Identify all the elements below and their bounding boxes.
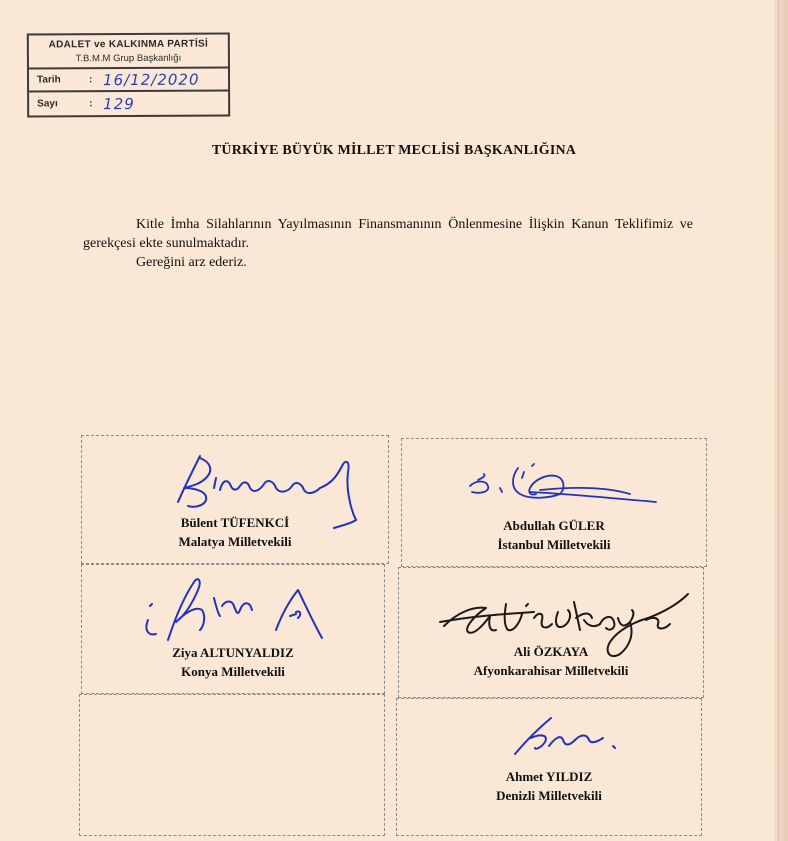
signatory-title: Denizli Milletvekili xyxy=(496,788,602,803)
stamp-number-row xyxy=(29,91,228,115)
document-paragraph: Kitle İmha Silahlarının Yayılmasının Finansmanının Önlenmesine İlişkin Kanun Teklifimiz ve gerekçesi ekte sunulmaktadır. xyxy=(83,217,693,251)
document-body xyxy=(83,215,693,272)
stamp-date-label: Tarih xyxy=(36,74,61,86)
signature-cell-4 xyxy=(398,567,704,698)
signatory-title: İstanbul Milletvekili xyxy=(497,537,611,552)
stamp-colon: : xyxy=(88,74,93,86)
signatory-name: Ali ÖZKAYA xyxy=(513,644,589,659)
signature-cell-2 xyxy=(401,438,707,567)
signatory-name: Bülent TÜFENKCİ xyxy=(180,515,290,530)
signature-cell-empty xyxy=(79,694,385,836)
stamp-party-name: ADALET ve KALKINMA PARTİSİ xyxy=(48,38,209,51)
stamp-group-name: T.B.M.M Grup Başkanlığı xyxy=(75,52,182,65)
stamp-date-row xyxy=(29,68,228,92)
stamp-header xyxy=(29,34,228,69)
signatory-name: Abdullah GÜLER xyxy=(503,518,605,533)
signatory-name: Ziya ALTUNYALDIZ xyxy=(172,645,294,660)
signature-cell-3 xyxy=(81,564,385,694)
stamp-number-label: Sayı xyxy=(37,98,58,110)
stamp-date-value: 16/12/2020 xyxy=(102,70,200,89)
signatory-title: Konya Milletvekili xyxy=(181,664,285,679)
party-stamp xyxy=(27,32,230,117)
document-title: TÜRKİYE BÜYÜK MİLLET MECLİSİ BAŞKANLIĞINA xyxy=(211,143,577,158)
document-closing: Gereğini arz ederiz. xyxy=(136,255,247,270)
signature-cell-1 xyxy=(81,435,389,564)
page-edge xyxy=(774,0,788,841)
stamp-colon: : xyxy=(89,98,93,110)
signatory-title: Afyonkarahisar Milletvekili xyxy=(473,663,629,678)
signature-cell-5 xyxy=(396,698,702,836)
stamp-number-value: 129 xyxy=(103,94,135,113)
signatory-title: Malatya Milletvekili xyxy=(178,534,292,549)
signatory-name: Ahmet YILDIZ xyxy=(505,769,593,784)
